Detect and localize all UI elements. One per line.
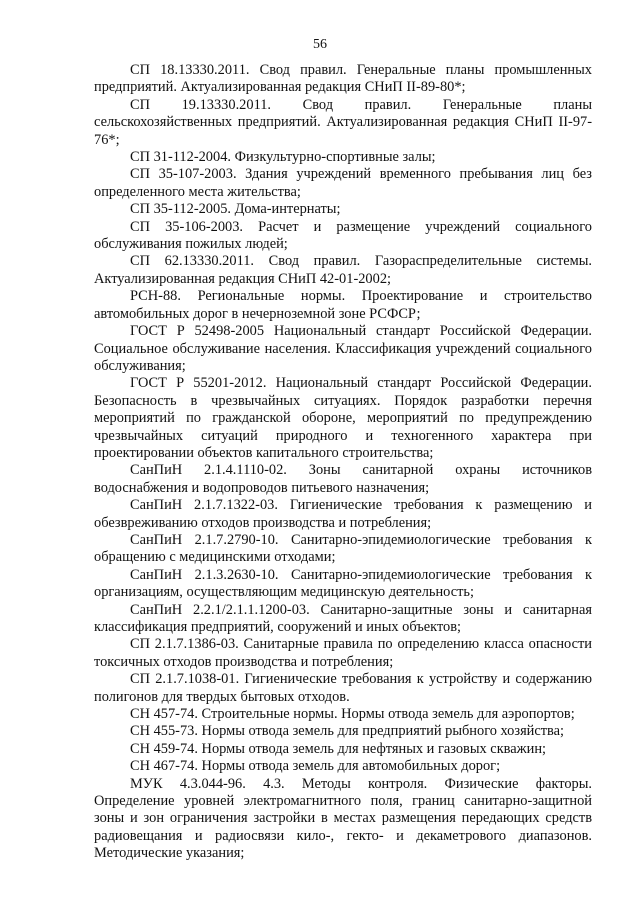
paragraph-sn-455-73: СН 455-73. Нормы отвода земель для предприятий рыбного хозяйства;	[130, 723, 565, 740]
paragraph-rsn-88: РСН-88. Региональные нормы. Проектирование и строительство автомобильных дорог в нечерноземной зоне РСФСР;	[94, 288, 592, 322]
paragraph-sp-35-106: СП 35-106-2003. Расчет и размещение учреждений социального обслуживания пожилых людей;	[94, 218, 592, 253]
paragraph-muk-4-3-044: МУК 4.3.044-96. 4.3. Методы контроля. Физические факторы. Определение уровней электромагнитного поля, границ санитарно-защитной зоны и зон ограничения застройки в местах размещения передающих средств радиовещания и радиосвязи кило-, гекто- и декаметрового диапазонов. Методические указания;	[94, 775, 592, 862]
paragraph-sanpin-2-2-1: СанПиН 2.2.1/2.1.1.1200-03. Санитарно-защитные зоны и санитарная классификация предприятий, сооружений и иных объектов;	[94, 601, 592, 635]
paragraph-sanpin-2-1-7-2790: СанПиН 2.1.7.2790-10. Санитарно-эпидемиологические требования к обращению с медицинскими отходами;	[94, 531, 592, 566]
paragraph-gost-52498: ГОСТ Р 52498-2005 Национальный стандарт Российской Федерации. Социальное обслуживание населения. Классификация учреждений социального обслуживания;	[94, 323, 592, 374]
paragraph-sanpin-2-1-4-1110: СанПиН 2.1.4.1110-02. Зоны санитарной охраны источников водоснабжения и водопроводов питьевого назначения;	[94, 462, 592, 496]
paragraph-sn-459-74: СН 459-74. Нормы отвода земель для нефтяных и газовых скважин;	[130, 740, 547, 757]
document-body	[94, 62, 592, 863]
paragraph-sn-467-74: СН 467-74. Нормы отвода земель для автомобильных дорог;	[130, 758, 501, 775]
paragraph-sanpin-2-1-3-2630: СанПиН 2.1.3.2630-10. Санитарно-эпидемиологические требования к организациям, осуществляющим медицинскую деятельность;	[94, 566, 592, 601]
paragraph-sp-18-13330: СП 18.13330.2011. Свод правил. Генеральные планы промышленных предприятий. Актуализированная редакция СНиП II-89-80*;	[94, 62, 592, 96]
page-number: 56	[313, 37, 327, 52]
paragraph-sp-31-112: СП 31-112-2004. Физкультурно-спортивные залы;	[130, 149, 436, 166]
paragraph-sp-2-1-7-1386: СП 2.1.7.1386-03. Санитарные правила по определению класса опасности токсичных отходов производства и потребления;	[94, 636, 592, 670]
paragraph-sp-35-107: СП 35-107-2003. Здания учреждений временного пребывания лиц без определенного места жительства;	[94, 166, 592, 200]
paragraph-sp-19-13330: СП 19.13330.2011. Свод правил. Генеральные планы сельскохозяйственных предприятий. Актуализированная редакция СНиП II-97-76*;	[94, 96, 592, 148]
paragraph-sanpin-2-1-7-1322: СанПиН 2.1.7.1322-03. Гигиенические требования к размещению и обезвреживанию отходов производства и потребления;	[94, 497, 592, 531]
paragraph-sp-35-112: СП 35-112-2005. Дома-интернаты;	[130, 201, 341, 218]
paragraph-gost-55201: ГОСТ Р 55201-2012. Национальный стандарт Российской Федерации. Безопасность в чрезвычайных ситуациях. Порядок разработки перечня мероприятий по гражданской обороне, мероприятий по предупреждению чрезвычайных ситуаций природного и техногенного характера при проектировании объектов капитального строительства;	[94, 375, 592, 461]
paragraph-sn-457-74: СН 457-74. Строительные нормы. Нормы отвода земель для аэропортов;	[130, 706, 575, 723]
paragraph-sp-2-1-7-1038: СП 2.1.7.1038-01. Гигиенические требования к устройству и содержанию полигонов для твердых бытовых отходов.	[94, 671, 592, 705]
paragraph-sp-62-13330: СП 62.13330.2011. Свод правил. Газораспределительные системы. Актуализированная редакция СНиП 42-01-2002;	[94, 253, 592, 287]
